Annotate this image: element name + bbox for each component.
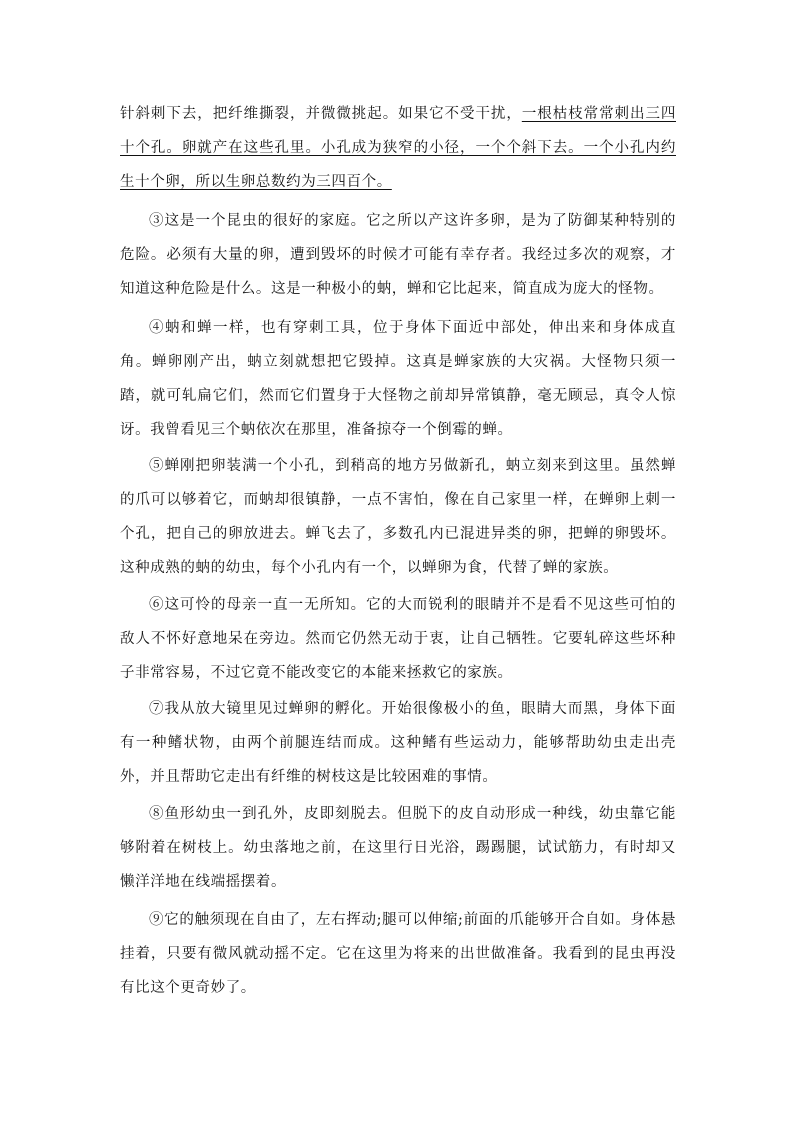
paragraph-6: ⑥这可怜的母亲一直一无所知。它的大而锐利的眼睛并不是看不见这些可怕的敌人不怀好意地呆在旁边。然而它仍然无动于衷，让自己牺牲。它要轧碎这些坏种子非常容易，不过它竟不能改变它的本能来拯救它的家族。	[120, 597, 676, 681]
paragraph-5: ⑤蝉刚把卵装满一个小孔，到稍高的地方另做新孔，蚋立刻来到这里。虽然蝉的爪可以够着它，而蚋却很镇静，一点不害怕，像在自己家里一样，在蝉卵上刺一个孔，把自己的卵放进去。蝉飞去了，多数孔内已混进异类的卵，把蝉的卵毁坏。这种成熟的蚋的幼虫，每个小孔内有一个，以蝉卵为食，代替了蝉的家族。	[120, 458, 676, 576]
paragraph-text-plain: 针斜刺下去，把纤维撕裂，并微微挑起。如果它不受干扰，	[120, 106, 522, 122]
paragraph-9: ⑨它的触须现在自由了，左右挥动;腿可以伸缩;前面的爪能够开合自如。身体悬挂着，只要有微风就动摇不定。它在这里为将来的出世做准备。我看到的昆虫再没有比这个更奇妙了。	[120, 912, 676, 996]
paragraph-4: ④蚋和蝉一样，也有穿刺工具，位于身体下面近中部处，伸出来和身体成直角。蝉卵刚产出，蚋立刻就想把它毁掉。这真是蝉家族的大灾祸。大怪物只须一踏，就可轧扁它们，然而它们置身于大怪物之前却异常镇静，毫无顾忌，真令人惊讶。我曾看见三个蚋依次在那里，准备掠夺一个倒霉的蝉。	[120, 320, 676, 438]
paragraph-continued	[120, 97, 676, 199]
paragraph-8: ⑧鱼形幼虫一到孔外，皮即刻脱去。但脱下的皮自动形成一种线，幼虫靠它能够附着在树枝上。幼虫落地之前，在这里行日光浴，踢踢腿，试试筋力，有时却又懒洋洋地在线端摇摆着。	[120, 806, 676, 890]
paragraph-7: ⑦我从放大镜里见过蝉卵的孵化。开始很像极小的鱼，眼睛大而黑，身体下面有一种鳍状物，由两个前腿连结而成。这种鳍有些运动力，能够帮助幼虫走出壳外，并且帮助它走出有纤维的树枝这是比较困难的事情。	[120, 701, 676, 785]
paragraph-3: ③这是一个昆虫的很好的家庭。它之所以产这许多卵，是为了防御某种特别的危险。必须有大量的卵，遭到毁坏的时候才可能有幸存者。我经过多次的观察，才知道这种危险是什么。这是一种极小的蚋，蝉和它比起来，简直成为庞大的怪物。	[120, 213, 676, 297]
underlined-passage: 一根枯枝常常刺出三四十个孔。卵就产在这些孔里。小孔成为狭窄的小径，一个个斜下去。一个小孔内约生十个卵，所以生卵总数约为三四百个。	[120, 106, 676, 190]
